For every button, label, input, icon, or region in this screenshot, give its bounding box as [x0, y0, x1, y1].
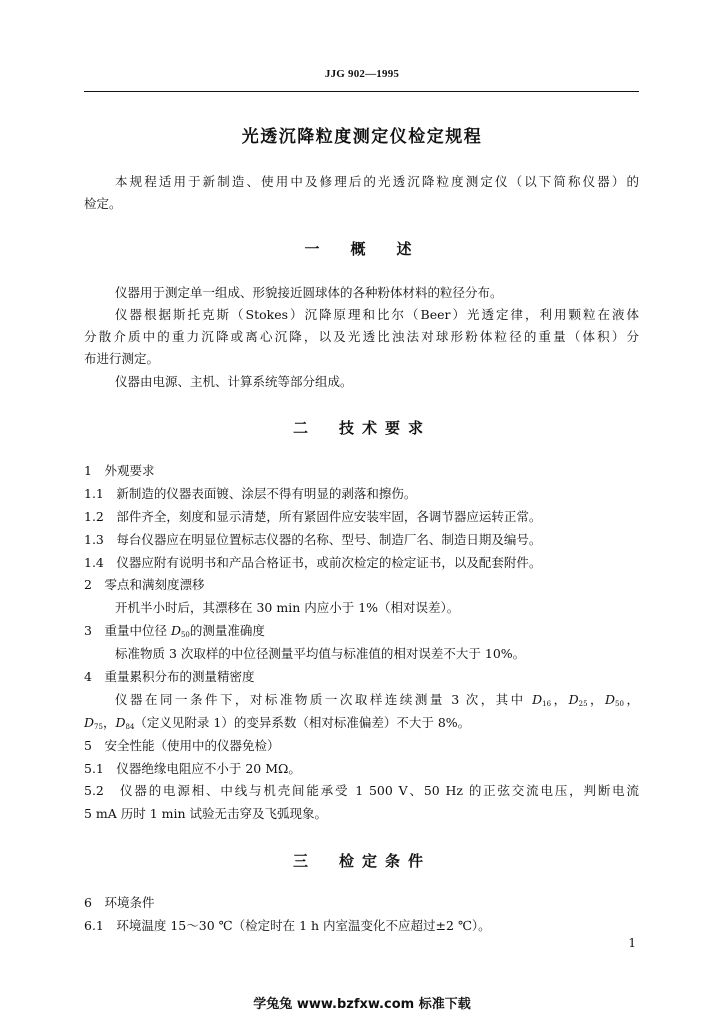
overview-line-1: 仪器用于测定单一组成、形貌接近圆球体的各种粉体材料的粒径分布。	[115, 285, 503, 300]
page-number: 1	[628, 936, 636, 950]
sep-comma-3: ，	[623, 692, 639, 707]
req-item-5: 5 安全性能（使用中的仪器免检）	[84, 738, 280, 753]
overview-line-3: 分散介质中的重力沉降或离心沉降，以及光透比浊法对球形粉体粒径的重量（体积）分	[84, 329, 639, 344]
req-item-3-prefix: 3 重量中位径	[84, 623, 171, 638]
req-item-4-body-prefix: 仪器在同一条件下，对标准物质一次取样连续测量 3 次，其中	[115, 692, 533, 707]
d84-subscript: 84	[125, 723, 135, 731]
req-item-4: 4 重量累积分布的测量精密度	[84, 669, 255, 684]
overview-line-5: 仪器由电源、主机、计算系统等部分组成。	[115, 374, 353, 389]
req-item-1-3: 1.3 每台仪器应在明显位置标志仪器的名称、型号、制造厂名、制造日期及编号。	[84, 532, 542, 547]
header-rule	[84, 91, 639, 92]
d50-subscript-2: 50	[615, 700, 624, 708]
overview-line-4: 布进行测定。	[84, 351, 160, 366]
sep-comma-2: ，	[587, 692, 606, 707]
req-item-5-2-line-2: 5 mA 历时 1 min 试验无击穿及飞弧现象。	[84, 806, 328, 821]
cond-item-6-1: 6.1 环境温度 15～30 ℃（检定时在 1 h 内室温变化不应超过±2 ℃）。	[84, 918, 491, 933]
d16-symbol: D	[532, 692, 543, 707]
req-item-1-4: 1.4 仪器应附有说明书和产品合格证书，或前次检定的检定证书，以及配套附件。	[84, 555, 542, 570]
req-item-5-1: 5.1 仪器绝缘电阻应不小于 20 MΩ。	[84, 761, 301, 776]
req-item-2: 2 零点和满刻度漂移	[84, 577, 205, 592]
d75-subscript: 75	[94, 723, 103, 731]
req-item-1-2: 1.2 部件齐全，刻度和显示清楚，所有紧固件应安装牢固，各调节器应运转正常。	[84, 509, 542, 524]
intro-line-1: 本规程适用于新制造、使用中及修理后的光透沉降粒度测定仪（以下简称仪器）的	[115, 174, 639, 189]
req-item-5-2-line-1: 5.2 仪器的电源相、中线与机壳间能承受 1 500 V、50 Hz 的正弦交流电压，判断电流	[84, 783, 639, 798]
req-item-4-body-line-2	[84, 715, 639, 731]
req-item-3-body: 标准物质 3 次取样的中位径测量平均值与标准值的相对误差不大于 10%。	[115, 646, 526, 661]
d16-subscript: 16	[542, 700, 552, 708]
section-heading-technical-requirements: 二 技术要求	[292, 419, 431, 437]
req-item-3	[84, 623, 639, 639]
standard-code-header: JJG 902—1995	[324, 68, 400, 80]
req-item-3-suffix: 的测量准确度	[189, 623, 265, 638]
section-heading-overview: 一 概 述	[304, 240, 420, 258]
d50-symbol-2: D	[605, 692, 616, 707]
req-item-4-body-suffix: （定义见附录 1）的变异系数（相对标准偏差）不大于 8%。	[134, 715, 471, 730]
d25-subscript: 25	[578, 700, 588, 708]
sep-comma-4: ，	[102, 715, 116, 730]
watermark-footer: 学兔兔 www.bzfxw.com 标准下载	[253, 997, 471, 1012]
d25-symbol: D	[568, 692, 579, 707]
d50-subscript: 50	[180, 631, 190, 639]
section-heading-verification-conditions: 三 检定条件	[292, 852, 431, 870]
d75-symbol: D	[84, 715, 95, 730]
req-item-2-body: 开机半小时后，其漂移在 30 min 内应小于 1%（相对误差）。	[115, 600, 460, 615]
req-item-1-1: 1.1 新制造的仪器表面镀、涂层不得有明显的剥落和擦伤。	[84, 486, 417, 501]
sep-comma-1: ，	[551, 692, 569, 707]
d50-symbol: D	[170, 623, 181, 638]
req-item-4-body-line-1	[84, 692, 639, 708]
d84-symbol: D	[115, 715, 126, 730]
document-title: 光透沉降粒度测定仪检定规程	[241, 127, 483, 147]
intro-line-2: 检定。	[84, 196, 122, 211]
req-item-1: 1 外观要求	[84, 463, 155, 478]
overview-line-2: 仪器根据斯托克斯（Stokes）沉降原理和比尔（Beer）光透定律，利用颗粒在液体	[115, 307, 639, 322]
cond-item-6: 6 环境条件	[84, 895, 155, 910]
